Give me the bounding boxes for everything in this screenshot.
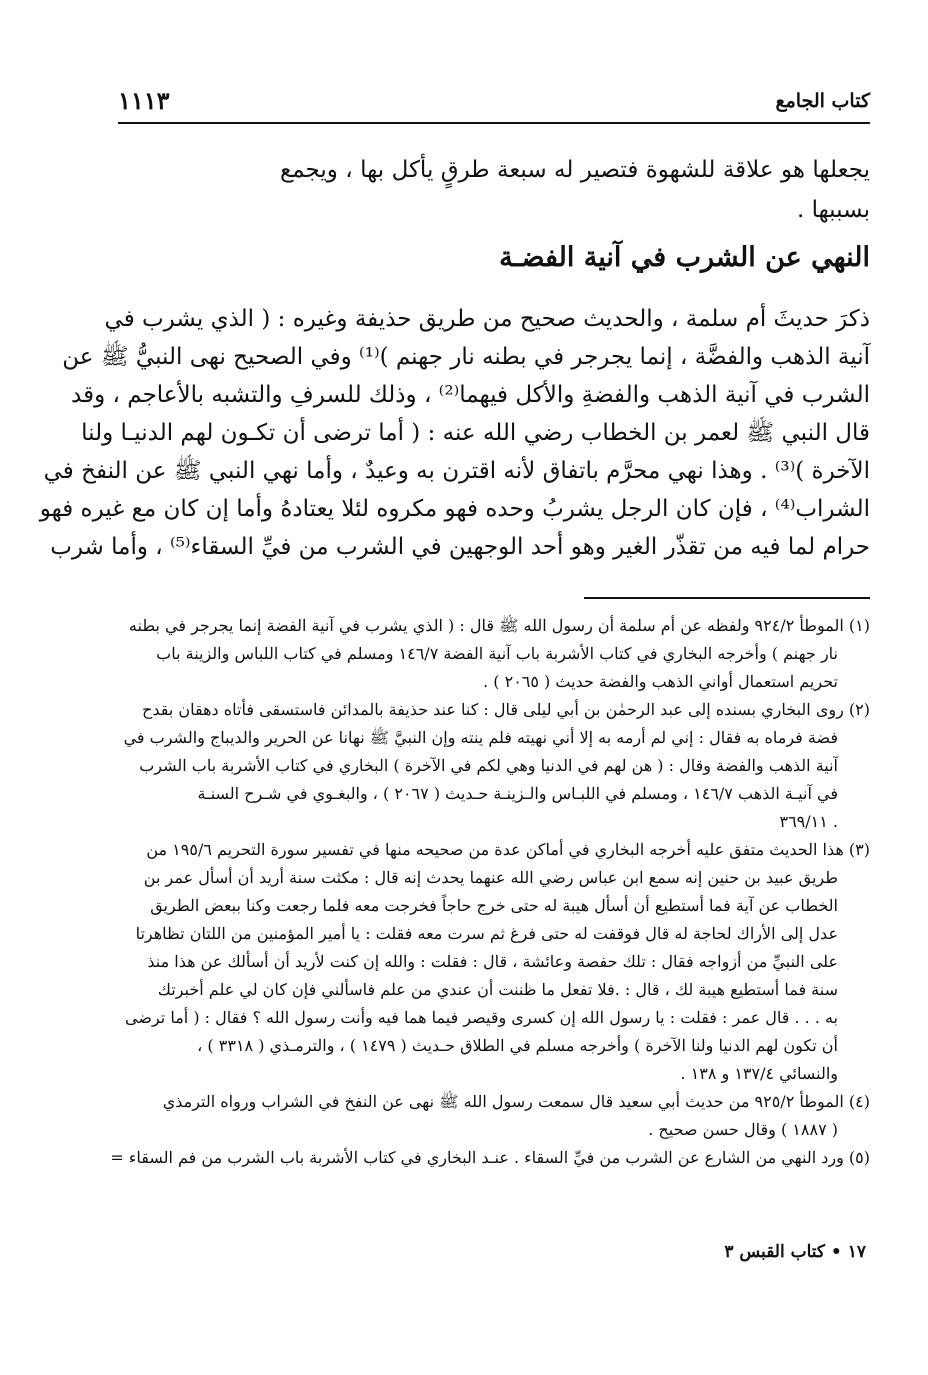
footnote-line [104,612,870,640]
running-head: كتاب الجامع [775,90,870,112]
footnote-line: أن تكون لهم الدنيا ولنا الآخرة ) وأخرجه مسلم في الطلاق حـديث ( ١٤٧٩ ) ، والترمـذي ( ٣٣١٨ ) ، [197,1036,838,1055]
body-paragraph [39,300,870,566]
footnote-text: ورد النهي من الشارع عن الشرب من فيِّ السقاء . عنـد البخاري في كتاب الأشربة باب الشرب من فم السقاء = [110,1148,844,1167]
section-heading: النهي عن الشرب في آنية الفضـة [499,242,870,273]
footnotes [104,612,870,1172]
page-header [118,84,870,124]
body-line: الآخرة )⁽³⁾ . وهذا نهي محرَّم باتفاق لأنه اقترن به وعيدٌ ، وأما نهي النبي ﷺ عن النفخ في [43,458,870,484]
footnote-line [104,836,870,864]
footnote-line [104,1144,870,1172]
page-footer: ١٧ • كتاب القبس ٣ [724,1242,866,1262]
footnote-marker: (٥) [848,1148,870,1167]
footnote-text: الموطأ ٩٢٥/٢ من حديث أبي سعيد قال سمعت رسول الله ﷺ نهى عن النفخ في الشراب ورواه الترمذي [162,1092,844,1111]
footnote-line: آنية الذهب والفضة وقال : ( هن لهم في الدنيا وهي لكم في الآخرة ) البخاري في كتاب الأشربة باب الشرب [139,756,838,775]
footnote-line: والنسائي ١٣٧/٤ و ١٣٨ . [680,1064,838,1083]
footnote-3 [104,836,870,1088]
footnote-line: فضة فرماه به فقال : إني لم أرمه به إلا أني نهيته فلم ينته وإن النبيَّ ﷺ نهانا عن الحرير والديباج والشرب في [123,728,838,747]
body-line: قال النبي ﷺ لعمر بن الخطاب رضي الله عنه : ( أما ترضى أن تكـون لهم الدنيـا ولنا [81,420,870,446]
footnote-rule [584,597,870,599]
footnote-marker: (٣) [848,840,870,859]
page-number: ١١١٣ [118,86,170,115]
footnote-line: تحريم استعمال أواني الذهب والفضة حديث ( ٢٠٦٥ ) . [483,672,838,691]
intro-line: يجعلها هو علاقة للشهوة فتصير له سبعة طرقٍ يأكل بها ، ويجمع بسببها . [280,157,870,223]
footnote-text: الموطأ ٩٢٤/٢ ولفظه عن أم سلمة أن رسول الله ﷺ قال : ( الذي يشرب في آنية الفضة إنما يجرجر في بطنه [128,616,844,635]
footnote-line: في آنيـة الذهب ١٤٦/٧ ، ومسلم في اللبـاس والـزينـة حـديث ( ٢٠٦٧ ) ، والبغـوي في شـرح السنـة [197,784,838,803]
footnote-1 [104,612,870,696]
body-text [39,300,870,566]
footnote-marker: (٢) [848,700,870,719]
footnote-text: هذا الحديث متفق عليه أخرجه البخاري في أماكن عدة من صحيحه منها في تفسير سورة التحريم ١٩٥/٦ من [146,840,844,859]
footnote-line: على النبيِّ من أزواجه فقال : تلك حفصة وعائشة ، قال : فقلت : والله إن كنت لأريد أن أسألك عن هذا منذ [147,952,838,971]
footnote-line: ٣٦٩/١١ . [779,812,838,831]
footnote-line: به . . . قال عمر : فقلت : يا رسول الله إن كسرى وقيصر فيما هما فيه وأنت رسول الله ؟ فقال : ( أما ترضى [125,1008,838,1027]
footnote-text: روى البخاري بسنده إلى عبد الرحمٰن بن أبي ليلى قال : كنا عند حذيفة بالمدائن فاستسقى فأتاه دهقان بقدح [142,700,844,719]
body-line: ذكرَ حديثَ أم سلمة ، والحديث صحيح من طريق حذيفة وغيره : ( الذي يشرب في [104,306,870,332]
footnote-marker: (٤) [848,1092,870,1111]
footnote-marker: (١) [848,616,870,635]
footnote-line: طريق عبيد بن حنين إنه سمع ابن عباس رضي الله عنهما يحدث إنه قال : مكثت سنة أريد أن أسأل عمر بن [143,868,838,887]
footnote-line: نار جهنم ) وأخرجه البخاري في كتاب الأشربة باب آنية الفضة ١٤٦/٧ ومسلم في كتاب اللباس والزينة باب [156,644,838,663]
footnote-line: الخطاب عن آية فما أستطيع أن أسأل هيبة له حتى خرج حاجاً فخرجت معه فلما رجعت وكنا ببعض الطريق [150,896,838,915]
body-line: الشراب⁽⁴⁾ ، فإن كان الرجل يشربُ وحده فهو مكروه لئلا يعتادهُ وأما إن كان مع غيره فهو [39,496,870,522]
footnote-line: ( ١٨٨٧ ) وقال حسن صحيح . [648,1120,838,1139]
body-line: الشرب في آنية الذهب والفضةِ والأكل فيهما⁽²⁾ ، وذلك للسرفِ والتشبه بالأعاجم ، وقد [71,382,870,408]
footnote-line [104,1088,870,1116]
footnote-line: عدل إلى الأراك لحاجة له قال فوقفت له حتى فرغ ثم سرت معه فقلت : يا أمير المؤمنين من اللتان تظاهرتا [135,924,838,943]
footnote-line [104,696,870,724]
footnote-5 [104,1144,870,1172]
footnote-line: سنة فما أستطيع هيبة لك ، قال : .فلا تفعل ما ظننت أن عندي من علم فاسألني فإن كان لي علم أخبرتك [157,980,838,999]
footnote-2 [104,696,870,836]
body-line: آنية الذهب والفضَّة ، إنما يجرجر في بطنه نار جهنم )⁽¹⁾ وفي الصحيح نهى النبيُّ ﷺ عن [62,344,870,370]
body-line: حرام لما فيه من تقذّر الغير وهو أحد الوجهين في الشرب من فيِّ السقاء⁽⁵⁾ ، وأما شرب [50,534,870,560]
footnote-4 [104,1088,870,1144]
header-rule [118,122,870,124]
